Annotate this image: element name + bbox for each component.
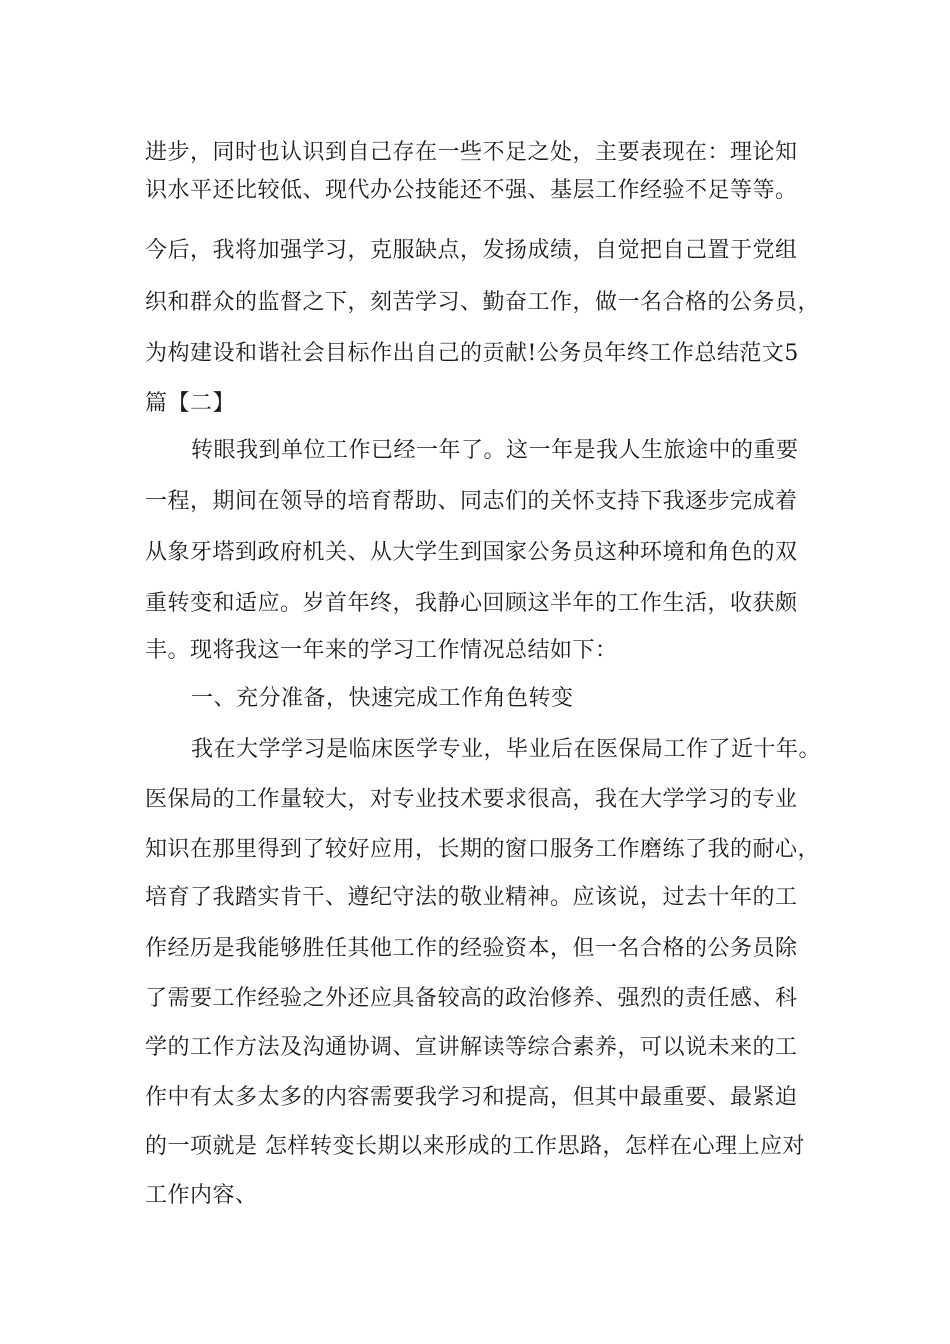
paragraph-first-line: 我在大学学习是临床医学专业，毕业后在医保局工作了近十年。 <box>191 737 822 762</box>
text-line: 工作内容、 <box>145 1183 258 1208</box>
text-line: 今后，我将加强学习，克服缺点，发扬成绩，自觉把自己置于党组 <box>145 238 798 263</box>
text-line: 作经历是我能够胜任其他工作的经验资本，但一名合格的公务员除 <box>145 936 798 961</box>
text-line: 进步，同时也认识到自己存在一些不足之处，主要表现在：理论知 <box>145 140 798 165</box>
text-line: 篇【二】 <box>145 391 236 416</box>
text-line: 学的工作方法及沟通协调、宣讲解读等综合素养，可以说未来的工 <box>145 1035 798 1060</box>
paragraph-first-line: 转眼我到单位工作已经一年了。这一年是我人生旅途中的重要 <box>191 438 799 463</box>
text-line: 医保局的工作量较大，对专业技术要求很高，我在大学学习的专业 <box>145 787 798 812</box>
text-line: 识水平还比较低、现代办公技能还不强、基层工作经验不足等等。 <box>145 178 798 203</box>
text-line: 培育了我踏实肯干、遵纪守法的敬业精神。应该说，过去十年的工 <box>145 885 798 910</box>
text-line: 织和群众的监督之下，刻苦学习、勤奋工作，做一名合格的公务员， <box>145 290 821 315</box>
text-line: 知识在那里得到了较好应用，长期的窗口服务工作磨练了我的耐心， <box>145 837 821 862</box>
text-line: 重转变和适应。岁首年终，我静心回顾这半年的工作生活，收获颇 <box>145 591 798 616</box>
text-line: 从象牙塔到政府机关、从大学生到国家公务员这种环境和角色的双 <box>145 540 798 565</box>
text-line: 了需要工作经验之外还应具备较高的政治修养、强烈的责任感、科 <box>145 986 798 1011</box>
text-line: 的一项就是 怎样转变长期以来形成的工作思路，怎样在心理上应对 <box>145 1134 805 1159</box>
text-line: 作中有太多太多的内容需要我学习和提高，但其中最重要、最紧迫 <box>145 1085 798 1110</box>
text-line: 一程，期间在领导的培育帮助、同志们的关怀支持下我逐步完成着 <box>145 489 798 514</box>
section-heading: 一、充分准备，快速完成工作角色转变 <box>191 686 574 711</box>
text-line: 丰。现将我这一年来的学习工作情况总结如下： <box>145 638 618 663</box>
text-line: 为构建设和谐社会目标作出自己的贡献!公务员年终工作总结范文5 <box>145 341 799 366</box>
